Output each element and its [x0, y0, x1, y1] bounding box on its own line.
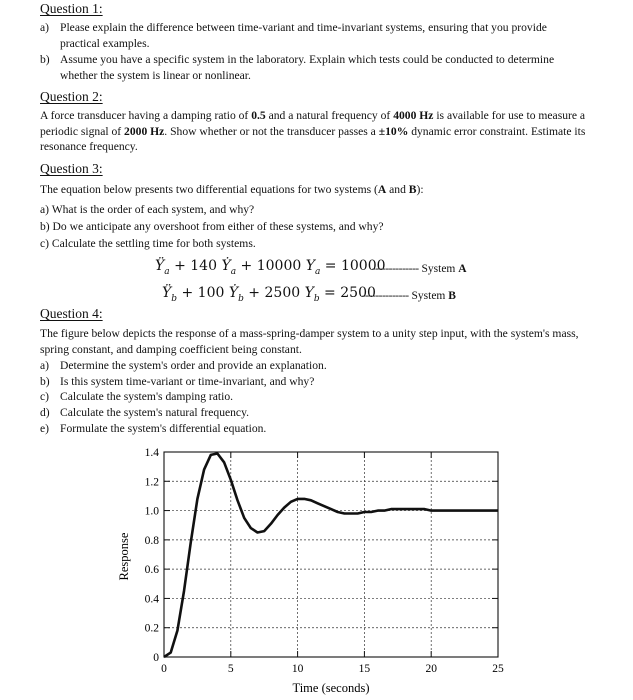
chart-grid: [164, 452, 498, 657]
y-tick-label: 1.0: [144, 505, 159, 518]
x-axis-label: Time (seconds): [292, 681, 370, 695]
question-3-item-b: b) Do we anticipate any overshoot from either of these systems, and why?: [40, 220, 384, 233]
plot-frame: [164, 452, 498, 657]
question-3-item-c: c) Calculate the settling time for both systems.: [40, 237, 256, 250]
question-3-item-a: a) What is the order of each system, and why?: [40, 203, 255, 216]
system-a-label: A: [377, 183, 387, 196]
text-run: ):: [416, 183, 424, 196]
text-run: dynamic error constraint. Estimate its resonance frequency.: [40, 124, 586, 153]
coefficient-1: 100: [197, 285, 225, 301]
signal-frequency-value: 2000 Hz: [124, 124, 165, 138]
item-label: a): [40, 21, 50, 34]
y-axis-label: Response: [117, 532, 131, 581]
y-tick-label: 0.8: [144, 534, 159, 547]
y-tick-label: 0.6: [144, 564, 159, 577]
text-run: is available for use to measure a periodic signal of: [40, 109, 586, 138]
x-tick-label: 0: [161, 663, 167, 675]
question-3-heading: Question 3:: [40, 161, 103, 176]
question-2-heading: Question 2:: [40, 89, 103, 104]
x-tick-label: 10: [291, 663, 304, 675]
y-tick-label: 0: [153, 652, 159, 664]
coefficient-1: 140: [190, 258, 217, 274]
system-b-label: B: [408, 183, 417, 196]
item-label: b): [40, 53, 50, 66]
x-tick-label: 20: [425, 663, 437, 675]
subscript: b: [171, 293, 178, 304]
rhs-value: 2500: [340, 285, 376, 301]
item-text: Determine the system's order and provide an explanation.: [60, 359, 327, 372]
text-run: and: [386, 183, 409, 196]
system-name: B: [448, 290, 456, 302]
coefficient-2: 10000: [256, 258, 302, 274]
item-text: Formulate the system's differential equation.: [60, 422, 267, 435]
subscript: b: [313, 293, 320, 304]
y-tick-label: 1.2: [144, 476, 159, 489]
item-label: c): [40, 390, 50, 403]
subscript: a: [164, 266, 170, 277]
item-label: d): [40, 406, 50, 419]
text-run: and a natural frequency of: [265, 109, 394, 122]
item-text: Assume you have a specific system in the laboratory. Explain which tests could be conducted to determine whether the system is linear or nonlinear.: [60, 53, 555, 82]
question-4-intro: The figure below depicts the response of a mass-spring-damper system to a unity step input, with the system's mass, spring constant, and damping coefficient being constant.: [40, 327, 579, 356]
text-run: . Show whether or not the transducer passes a: [164, 124, 379, 138]
item-text: Calculate the system's damping ratio.: [60, 390, 234, 403]
equation-system-b: $Ÿ_b + 100$ Ẏ$_b$ + 2500 $Y_b = 2500$: [162, 285, 376, 304]
text-run: System: [411, 290, 449, 302]
text-run: The equation below presents two differential equations for two systems (: [40, 183, 378, 196]
question-1-heading: Question 1:: [40, 1, 103, 16]
dash-leader: --------------: [372, 263, 419, 275]
subscript: a: [230, 266, 237, 277]
axis-ticks: [164, 452, 498, 657]
coefficient-2: 2500: [264, 285, 301, 301]
equation-system-a: $Ÿ_a + 140$ Ẏ$_a$ + 10000 $Y_a = 10000$: [155, 258, 386, 277]
response-curve: [164, 454, 498, 658]
damping-ratio-value: 0.5: [251, 109, 266, 122]
system-name: A: [458, 263, 467, 275]
item-label: e): [40, 422, 50, 435]
rhs-value: 10000: [340, 258, 386, 274]
x-tick-label: 25: [492, 663, 504, 675]
error-constraint-value: ±10%: [378, 124, 409, 138]
natural-frequency-value: 4000 Hz: [393, 109, 434, 122]
item-text: Please explain the difference between time-variant and time-invariant systems, ensuring that you provide practical examples.: [60, 21, 547, 50]
y-tick-label: 0.2: [144, 622, 159, 635]
y-tick-label: 0.4: [144, 593, 159, 606]
item-label: a): [40, 359, 50, 372]
dash-leader: --------------: [362, 290, 409, 302]
item-label: b): [40, 375, 50, 388]
text-run: A force transducer having a damping ratio of: [40, 109, 252, 122]
item-text: Is this system time-variant or time-invariant, and why?: [60, 375, 315, 388]
text-run: System: [421, 263, 459, 275]
item-text: Calculate the system's natural frequency.: [60, 406, 250, 419]
subscript: b: [238, 293, 244, 304]
subscript: a: [314, 266, 321, 277]
x-tick-label: 5: [227, 663, 234, 675]
x-tick-label: 15: [358, 663, 371, 675]
y-tick-label: 1.4: [144, 447, 159, 459]
question-4-heading: Question 4:: [40, 306, 103, 321]
